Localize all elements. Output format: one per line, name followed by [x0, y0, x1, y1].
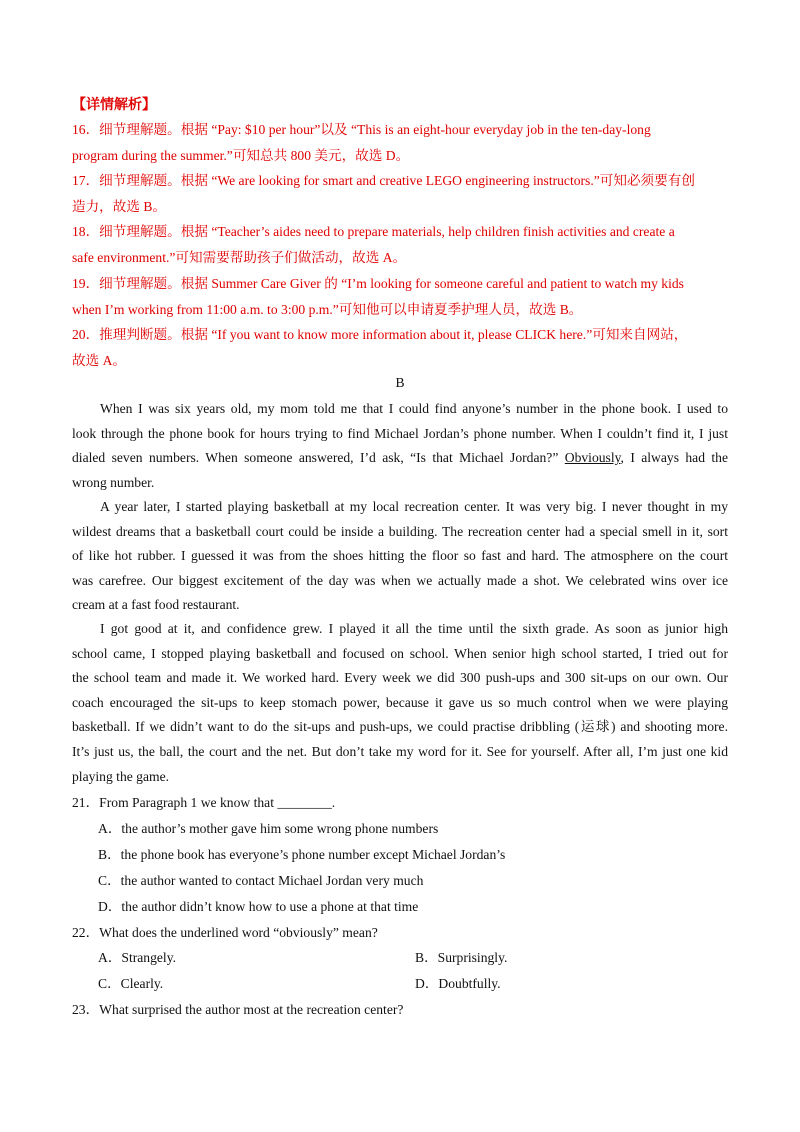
question-22-option-c: C．Clearly.	[98, 976, 164, 991]
passage-text: dialed seven numbers. When someone answered, I’d ask, “Is that Michael Jordan?”	[72, 450, 565, 466]
analysis-line: 故选 A。	[72, 353, 126, 368]
question-22-option-d: D．Doubtfully.	[415, 976, 501, 991]
analysis-item-18	[72, 219, 732, 271]
passage-line	[72, 446, 728, 471]
analysis-item-19	[72, 271, 732, 323]
passage-line: A year later, I started playing basketball at my local recreation center. It was very big. I never thought in my	[100, 499, 728, 514]
passage-line: look through the phone book for hours trying to find Michael Jordan’s phone number. When I couldn’t find it, I just	[72, 425, 728, 441]
passage-line: coach encouraged the sit-ups to keep stomach power, because it gave us so much control when we were playing	[72, 694, 728, 710]
analysis-line: when I’m working from 11:00 a.m. to 3:00 p.m.”可知他可以申请夏季护理人员，故选 B。	[72, 302, 583, 317]
question-21-option-c: C．the author wanted to contact Michael Jordan very much	[98, 873, 424, 888]
passage-line: cream at a fast food restaurant.	[72, 597, 240, 613]
analysis-line: 17．细节理解题。根据 “We are looking for smart and creative LEGO engineering instructors.”可知必须要有创	[72, 173, 695, 188]
question-23-stem: 23．What surprised the author most at the recreation center?	[72, 1002, 404, 1017]
question-22-stem: 22．What does the underlined word “obviously” mean?	[72, 925, 378, 940]
analysis-line: 20．推理判断题。根据 “If you want to know more information about it, please CLICK here.”可知来自网站，	[72, 327, 688, 342]
passage-paragraph-2	[72, 495, 728, 618]
passage-paragraph-1	[72, 397, 728, 495]
underlined-word: Obviously	[564, 450, 621, 466]
passage-line: It’s just us, the ball, the court and the net. But don’t take my word for it. See for yourself. After all, I’m just one kid	[72, 743, 728, 759]
passage-line: school came, I stopped playing basketball and focused on school. When senior high school started, I tried out for	[72, 645, 728, 661]
analysis-item-17	[72, 168, 732, 220]
passage-line: playing the game.	[72, 768, 170, 784]
passage-line: was carefree. Our biggest excitement of the day was when we actually made a shot. We celebrated wins over ice	[72, 572, 728, 588]
analysis-item-20	[72, 322, 732, 374]
analysis-line: 16．细节理解题。根据 “Pay: $10 per hour”以及 “This is an eight-hour everyday job in the ten-day-long	[72, 122, 651, 137]
passage-line: basketball. If we didn’t want to do the sit-ups and push-ups, we could practise dribbling (运球) and shooting more.	[72, 719, 728, 735]
question-22-option-a: A．Strangely.	[98, 950, 177, 965]
question-21-option-d: D．the author didn’t know how to use a phone at that time	[98, 899, 419, 914]
passage-line: the school team and made it. We worked hard. Every week we did 300 push-ups and 300 sit-ups on our own. Our	[72, 670, 728, 686]
analysis-line: program during the summer.”可知总共 800 美元，故选 D。	[72, 148, 410, 163]
question-21-option-a: A．the author’s mother gave him some wrong phone numbers	[98, 821, 439, 836]
passage-line: I got good at it, and confidence grew. I played it all the time until the sixth grade. As soon as junior high	[100, 621, 728, 636]
analysis-line: safe environment.”可知需要帮助孩子们做活动，故选 A。	[72, 250, 407, 265]
passage-paragraph-3	[72, 617, 728, 789]
passage-text: , I always had the	[620, 450, 728, 466]
question-22-option-b: B．Surprisingly.	[415, 950, 508, 965]
passage-line: wildest dreams that a basketball court could be inside a building. The recreation center had a special smell in it, sort	[72, 523, 728, 539]
question-21-stem: 21．From Paragraph 1 we know that ________.	[72, 795, 336, 810]
section-label: B	[395, 375, 405, 390]
analysis-line: 造力，故选 B。	[72, 199, 167, 214]
analysis-line: 19．细节理解题。根据 Summer Care Giver 的 “I’m looking for someone careful and patient to watch my kids	[72, 276, 684, 291]
passage-line: When I was six years old, my mom told me that I could find anyone’s number in the phone book. I used to	[100, 401, 728, 416]
passage-line: wrong number.	[72, 474, 155, 490]
analysis-item-16	[72, 117, 732, 169]
passage-line: of like hot rubber. I guessed it was from the shoes hitting the floor so fast and hard. The atmosphere on the court	[72, 548, 728, 564]
question-21-option-b: B．the phone book has everyone’s phone number except Michael Jordan’s	[98, 847, 506, 862]
analysis-heading: 【详情解析】	[72, 97, 156, 113]
analysis-line: 18．细节理解题。根据 “Teacher’s aides need to prepare materials, help children finish activities and create a	[72, 224, 675, 239]
